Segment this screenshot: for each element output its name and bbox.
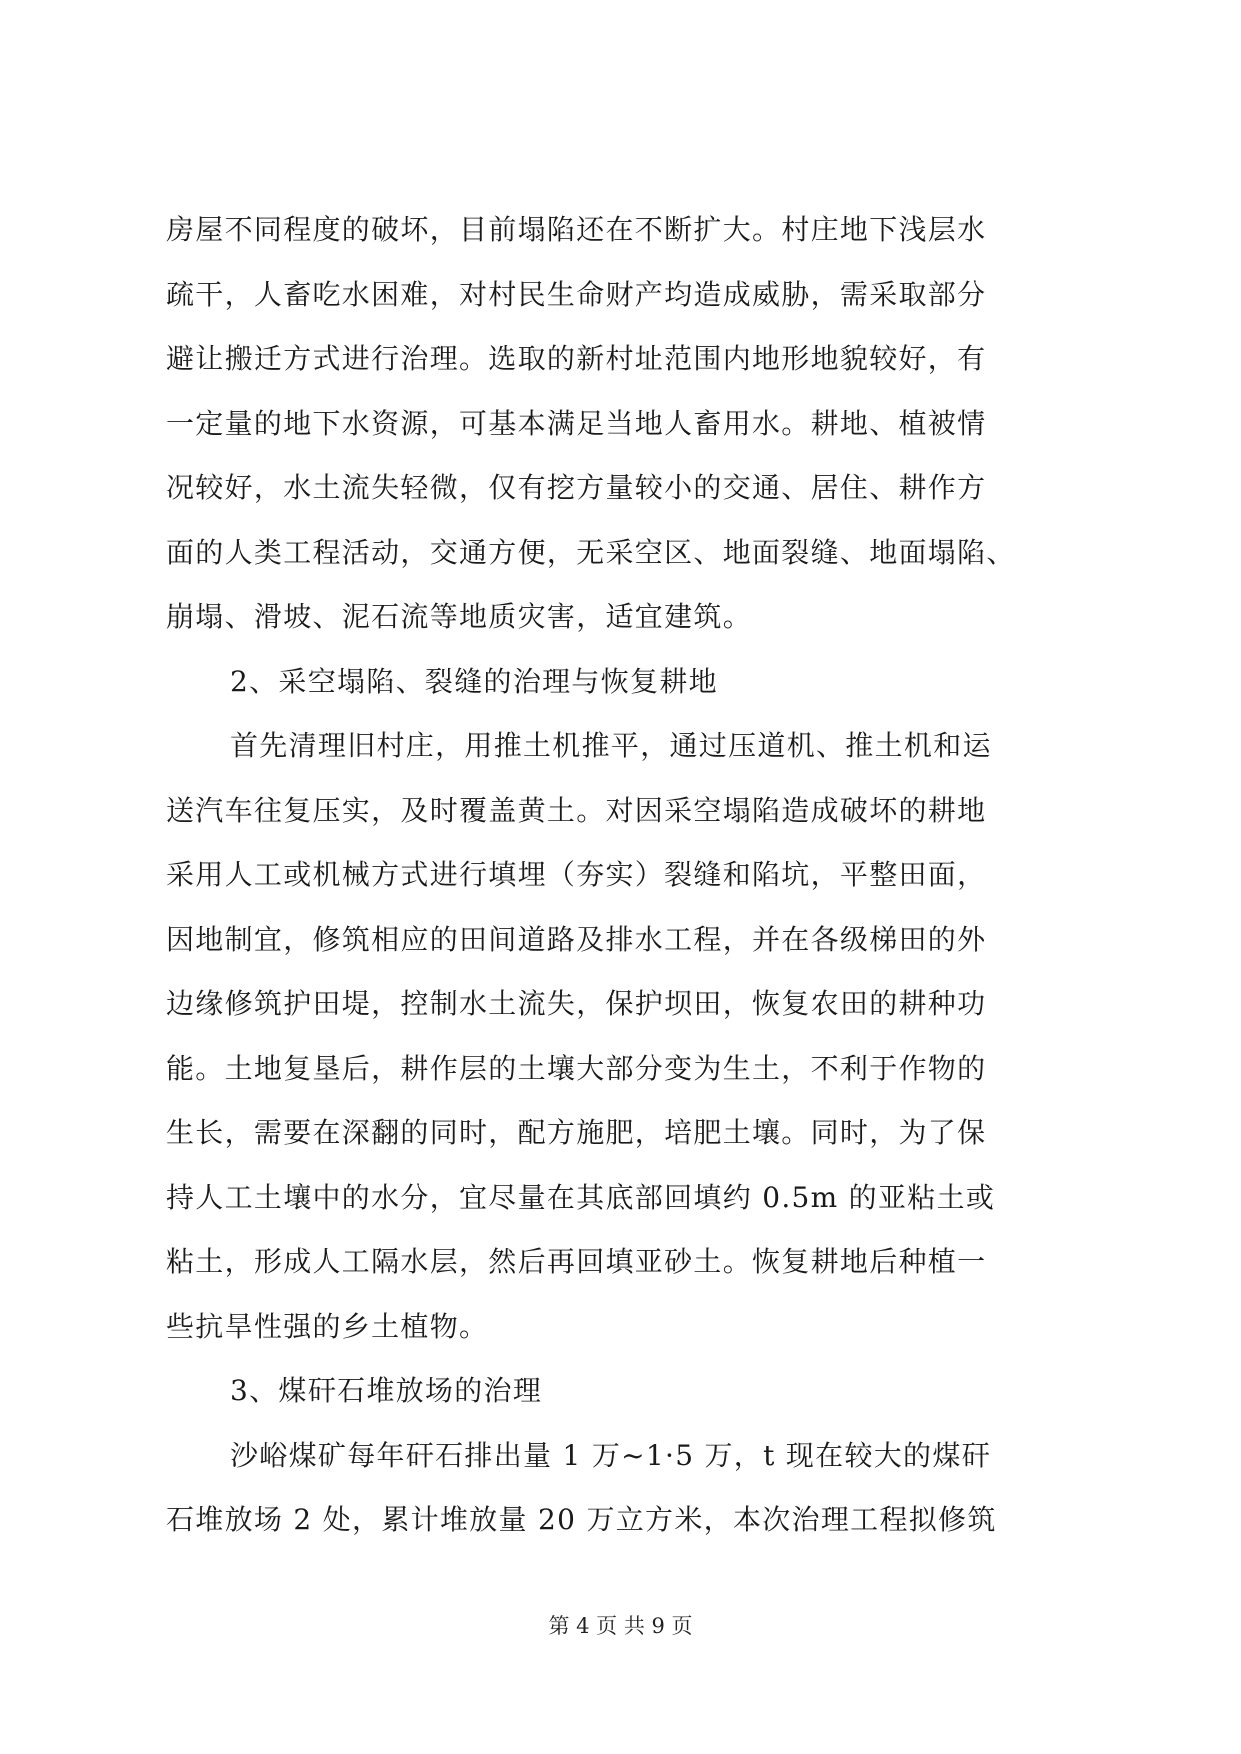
body-text bbox=[166, 198, 1071, 1553]
paragraph-line: 能。土地复垦后，耕作层的土壤大部分变为生土，不利于作物的 bbox=[166, 1051, 987, 1085]
paragraph-line: 沙峪煤矿每年矸石排出量 1 万~1·5 万，t 现在较大的煤矸 bbox=[230, 1438, 991, 1472]
paragraph-line: 些抗旱性强的乡土植物。 bbox=[166, 1309, 489, 1343]
paragraph-line: 送汽车往复压实，及时覆盖黄土。对因采空塌陷造成破坏的耕地 bbox=[166, 793, 987, 827]
section-heading-3: 3、煤矸石堆放场的治理 bbox=[230, 1374, 543, 1407]
paragraph-line: 因地制宜，修筑相应的田间道路及排水工程，并在各级梯田的外 bbox=[166, 922, 987, 956]
page-number-footer: 第 4 页 共 9 页 bbox=[548, 1614, 693, 1638]
paragraph-line: 持人工土壤中的水分，宜尽量在其底部回填约 0.5m 的亚粘土或 bbox=[166, 1180, 996, 1214]
paragraph-line: 房屋不同程度的破坏，目前塌陷还在不断扩大。村庄地下浅层水 bbox=[166, 213, 987, 246]
paragraph-line: 首先清理旧村庄，用推土机推平，通过压道机、推土机和运 bbox=[230, 729, 992, 762]
paragraph-line: 况较好，水土流失轻微，仅有挖方量较小的交通、居住、耕作方 bbox=[166, 471, 987, 504]
paragraph-line: 粘土，形成人工隔水层，然后再回填亚砂土。恢复耕地后种植一 bbox=[166, 1245, 987, 1278]
paragraph-line: 避让搬迁方式进行治理。选取的新村址范围内地形地貌较好，有 bbox=[166, 342, 987, 375]
paragraph-line: 疏干，人畜吃水困难，对村民生命财产均造成威胁，需采取部分 bbox=[166, 277, 987, 311]
paragraph-line: 一定量的地下水资源，可基本满足当地人畜用水。耕地、植被情 bbox=[166, 406, 987, 440]
paragraph-line: 面的人类工程活动，交通方便，无采空区、地面裂缝、地面塌陷、 bbox=[166, 535, 1016, 569]
section-heading-2: 2、采空塌陷、裂缝的治理与恢复耕地 bbox=[230, 664, 718, 698]
paragraph-line: 边缘修筑护田堤，控制水土流失，保护坝田，恢复农田的耕种功 bbox=[166, 987, 987, 1020]
paragraph-line: 生长，需要在深翻的同时，配方施肥，培肥土壤。同时，为了保 bbox=[166, 1116, 987, 1149]
paragraph-line: 崩塌、滑坡、泥石流等地质灾害，适宜建筑。 bbox=[166, 600, 753, 633]
paragraph-line: 采用人工或机械方式进行填埋（夯实）裂缝和陷坑，平整田面， bbox=[166, 858, 987, 891]
paragraph-line: 石堆放场 2 处，累计堆放量 20 万立方米，本次治理工程拟修筑 bbox=[166, 1503, 997, 1536]
